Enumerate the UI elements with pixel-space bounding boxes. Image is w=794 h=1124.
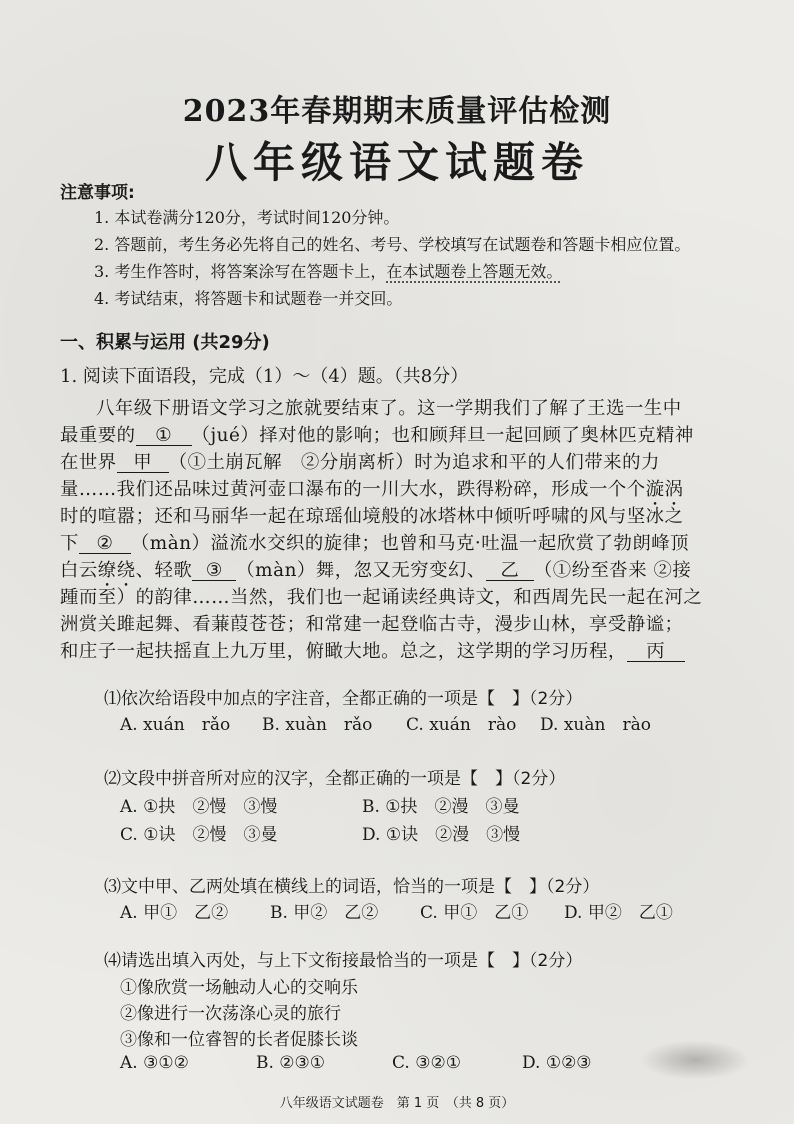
option-d: D. 甲② 乙① (564, 903, 673, 923)
passage-line: 白云缭绕、轻歌 ③ （màn）舞，忽又无穷变幻、 乙 （①纷至沓来 ②接 (60, 560, 692, 581)
choice-item: ①像欣赏一场触动人心的交响乐 (120, 978, 358, 998)
choice-item: ③像和一位睿智的长者促膝长谈 (120, 1030, 358, 1050)
notice-item: 2. 答题前，考生务必先将自己的姓名、考号、学校填写在试题卷和答题卡相应位置。 (94, 235, 691, 254)
option-d: D. ①②③ (522, 1053, 592, 1073)
question-stem: 1. 阅读下面语段，完成（1）～（4）题。（共8分） (60, 366, 469, 387)
blank-3: ③ (192, 562, 236, 581)
blank-bing: 丙 (627, 643, 685, 662)
option-c: C. xuán rào (406, 715, 517, 735)
notice-emphasis: 在本试题卷上答题无效。 (386, 262, 563, 281)
subquestion-stem: ⑷请选出填入丙处，与上下文衔接最恰当的一项是【 】（2分） (104, 951, 583, 971)
option-a: A. 甲① 乙② (120, 903, 229, 923)
passage-line: 在世界 甲 （①土崩瓦解 ②分崩离析）时为追求和平的人们带来的力 (60, 452, 660, 473)
passage-line: 踵而至）的韵律……当然，我们也一起诵读经典诗文，和西周先民一起在河之 (60, 587, 703, 608)
exam-subtitle: 2023年春期期末质量评估检测 (182, 94, 612, 129)
option-d: D. xuàn rào (540, 715, 651, 735)
page-footer: 八年级语文试题卷 第 1 页 （共 8 页） (279, 1096, 515, 1111)
option-b: B. ①抉 ②漫 ③曼 (362, 797, 520, 817)
blank-2: ② (79, 535, 131, 554)
option-b: B. xuàn rǎo (262, 715, 373, 735)
blank-yi: 乙 (486, 562, 534, 581)
notice-item: 4. 考试结束，将答题卡和试题卷一并交回。 (94, 289, 403, 308)
option-c: C. ①诀 ②慢 ③曼 (120, 825, 278, 845)
passage-line: 最重要的 ① （jué）择对他的影响；也和顾拜旦一起回顾了奥林匹克精神 (60, 425, 694, 446)
option-b: B. ②③① (256, 1053, 326, 1073)
notice-item: 1. 本试卷满分120分，考试时间120分钟。 (94, 208, 400, 227)
blank-jia: 甲 (117, 454, 169, 473)
passage-line: 和庄子一起扶摇直上九万里，俯瞰大地。总之，这学期的学习历程， 丙 (60, 637, 685, 663)
option-a: A. xuán rǎo (120, 715, 231, 735)
notice-heading: 注意事项: (60, 183, 135, 203)
scan-smudge (640, 1040, 750, 1080)
subquestion-stem: ⑶文中甲、乙两处填在横线上的词语，恰当的一项是【 】（2分） (104, 877, 600, 897)
dotted-word: 缭绕 (97, 560, 136, 581)
passage-line: 量……我们还品味过黄河壶口瀑布的一川大水，跌得粉碎，形成一个个漩涡 (60, 479, 684, 500)
option-a: A. ①抉 ②慢 ③慢 (120, 797, 278, 817)
dotted-word: 漩涡 (645, 479, 684, 500)
subquestion-stem: ⑴依次给语段中加点的字注音，全都正确的一项是【 】（2分） (104, 689, 583, 709)
passage-line: 洲赏关雎起舞、看蒹葭苍苍；和常建一起登临古寺，漫步山林，享受静谧； (60, 614, 684, 635)
passage-line: 八年级下册语文学习之旅就要结束了。这一学期我们了解了王选一生中 (96, 398, 682, 419)
option-d: D. ①诀 ②漫 ③慢 (362, 825, 521, 845)
section-heading: 一、积累与运用 (共29分) (60, 332, 270, 353)
option-c: C. ③②① (392, 1053, 461, 1073)
option-b: B. 甲② 乙② (270, 903, 379, 923)
passage-line: 下 ② （màn）溢流水交织的旋律；也曾和马克·吐温一起欣赏了勃朗峰顶 (60, 533, 690, 554)
subquestion-stem: ⑵文段中拼音所对应的汉字，全都正确的一项是【 】（2分） (104, 769, 566, 789)
exam-title: 八年级语文试题卷 (204, 138, 589, 187)
blank-1: ① (136, 427, 192, 446)
option-c: C. 甲① 乙① (420, 903, 529, 923)
choice-item: ②像进行一次荡涤心灵的旅行 (120, 1004, 341, 1024)
notice-item: 3. 考生作答时，将答案涂写在答题卡上，在本试题卷上答题无效。 (94, 262, 563, 281)
option-a: A. ③①② (120, 1053, 189, 1073)
passage-line: 时的喧嚣；还和马丽华一起在琼瑶仙境般的冰塔林中倾听呼啸的风与坚冰之 (60, 506, 684, 527)
